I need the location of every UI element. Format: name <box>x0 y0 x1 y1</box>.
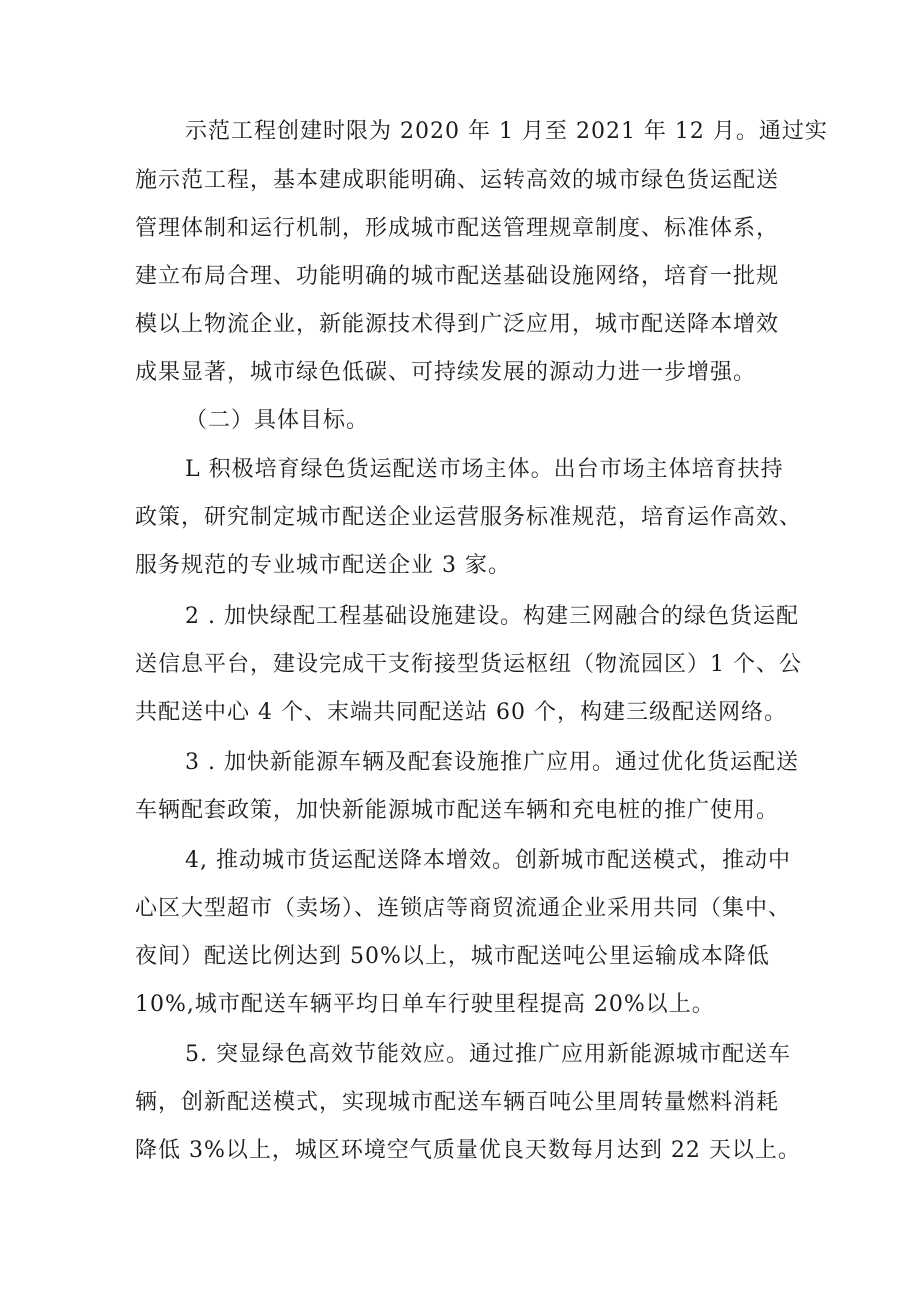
text-line: 车辆配套政策，加快新能源城市配送车辆和充电桩的推广使用。 <box>135 798 780 823</box>
text-line: 降低 3%以上，城区环境空气质量优良天数每月达到 22 天以上。 <box>135 1138 801 1163</box>
text-line: 成果显著，城市绿色低碳、可持续发展的源动力进一步增强。 <box>135 360 757 385</box>
text-line: L 积极培育绿色货运配送市场主体。出台市场主体培育扶持 <box>185 457 784 482</box>
text-line: 服务规范的专业城市配送企业 3 家。 <box>135 553 511 578</box>
text-line: 3 . 加快新能源车辆及配套设施推广应用。通过优化货运配送 <box>185 750 799 775</box>
text-line: 辆，创新配送模式，实现城市配送车辆百吨公里周转量燃料消耗 <box>135 1090 780 1115</box>
text-line: 2 . 加快绿配工程基础设施建设。构建三网融合的绿色货运配 <box>185 604 799 629</box>
text-line: 建立布局合理、功能明确的城市配送基础设施网络，培育一批规 <box>135 264 780 289</box>
text-line: 管理体制和运行机制，形成城市配送管理规章制度、标准体系， <box>135 216 780 241</box>
text-line: 5. 突显绿色高效节能效应。通过推广应用新能源城市配送车 <box>185 1042 791 1067</box>
text-line: 送信息平台，建设完成干支衔接型货运枢纽（物流园区）1 个、公 <box>135 652 802 677</box>
text-line: 10%,城市配送车辆平均日单车行驶里程提高 20%以上。 <box>135 992 715 1017</box>
text-line: 夜间）配送比例达到 50%以上，城市配送吨公里运输成本降低 <box>135 944 770 969</box>
text-line: 政策，研究制定城市配送企业运营服务标准规范，培育运作高效、 <box>135 505 803 530</box>
text-line: 施示范工程，基本建成职能明确、运转高效的城市绿色货运配送 <box>135 168 780 193</box>
text-line: 模以上物流企业，新能源技术得到广泛应用，城市配送降本增效 <box>135 312 780 337</box>
text-line: 心区大型超市（卖场）、连锁店等商贸流通企业采用共同（集中、 <box>135 896 792 921</box>
section-heading: （二）具体目标。 <box>185 408 370 433</box>
text-line: 共配送中心 4 个、末端共同配送站 60 个，构建三级配送网络。 <box>135 700 787 725</box>
text-line: 4, 推动城市货运配送降本增效。创新城市配送模式，推动中 <box>185 848 791 873</box>
text-line: 示范工程创建时限为 2020 年 1 月至 2021 年 12 月。通过实 <box>185 119 828 144</box>
